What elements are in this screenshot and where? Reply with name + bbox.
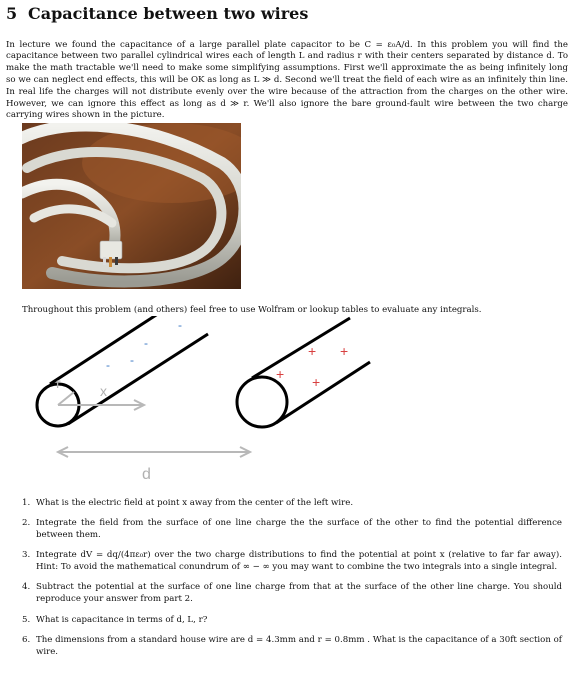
plus-charge-2: + (340, 343, 349, 359)
question-item (22, 498, 562, 510)
minus-charge-2: - (144, 336, 148, 350)
question-item (22, 550, 562, 574)
minus-charge-3: - (106, 358, 110, 372)
question-item (22, 615, 562, 627)
plus-charge-3: + (276, 366, 285, 382)
question-number: 6. (22, 634, 31, 645)
question-text: What is the electric field at point x away from the center of the left wire. (36, 498, 354, 508)
label-r: r (56, 375, 61, 391)
section-title-text: Capacitance between two wires (28, 4, 309, 23)
right-wire-bottom-edge (276, 362, 370, 423)
label-d: d (142, 466, 151, 483)
question-number: 2. (22, 518, 31, 529)
question-text: What is capacitance in terms of d, L, r? (36, 614, 208, 625)
left-wire-top-edge (50, 316, 170, 384)
minus-charge-4: - (130, 353, 134, 367)
integrals-note: Throughout this problem (and others) feel free to use Wolfram or lookup tables to evaluate any integrals. (22, 304, 482, 315)
question-list (22, 498, 562, 667)
plus-charge-4: + (312, 374, 321, 390)
question-number: 4. (22, 582, 31, 593)
question-text: Integrate the field from the surface of one line charge the the surface of the other to find the potential difference between them. (36, 518, 562, 541)
minus-charge-1: - (178, 318, 182, 332)
question-number: 3. (22, 550, 31, 561)
left-wire (37, 316, 208, 426)
question-number: 1. (22, 498, 31, 508)
question-number: 5. (22, 614, 31, 625)
radius-line (58, 392, 74, 405)
wire-photo-image (22, 123, 241, 289)
intro-paragraph: In lecture we found the capacitance of a large parallel plate capacitor to be C = ε₀A/d. In this problem you will find the capacitance between two parallel cylindrical wires each of length L and radius r with their centers separated by distance d. To make the math tractable we'll need to make some simplifying assumptions. First we'll approximate the as being infinitely long so we can neglect end effects, this will be OK as long as L ≫ d. Second we'll treat the field of each wire as an infinitely thin line. In real life the charges will not distribute evenly over the wire because of the attraction from the charges on the other wire. However, we can ignore this effect as long as d ≫ r. We'll also ignore the bare ground-fault wire between the two charge carrying wires shown in the picture. (6, 39, 568, 121)
plus-charge-1: + (308, 343, 317, 359)
section-title (6, 4, 308, 23)
question-item (22, 635, 562, 659)
left-wire-bottom-edge (68, 334, 208, 424)
question-text: Integrate dV = dq/(4πε₀r) over the two charge distributions to find the potential at point x (relative to far far away). Hint: To avoid the mathematical conundrum of ∞ − ∞ you may want to combine the two integrals into a single integral. (36, 550, 562, 573)
question-item (22, 518, 562, 542)
question-text: The dimensions from a standard house wire are d = 4.3mm and r = 0.8mm . What is the capacitance of a 30ft section of wire. (36, 634, 562, 657)
question-item (22, 582, 562, 606)
right-wire-top-edge (252, 318, 350, 378)
label-x: x (100, 383, 107, 399)
question-text: Subtract the potential at the surface of one line charge from that at the surface of the other line charge. You should reproduce your answer from part 2. (36, 582, 562, 605)
right-wire (237, 318, 370, 427)
wire-photo (22, 123, 241, 289)
section-number: 5 (6, 4, 18, 23)
two-wire-diagram (20, 316, 380, 491)
